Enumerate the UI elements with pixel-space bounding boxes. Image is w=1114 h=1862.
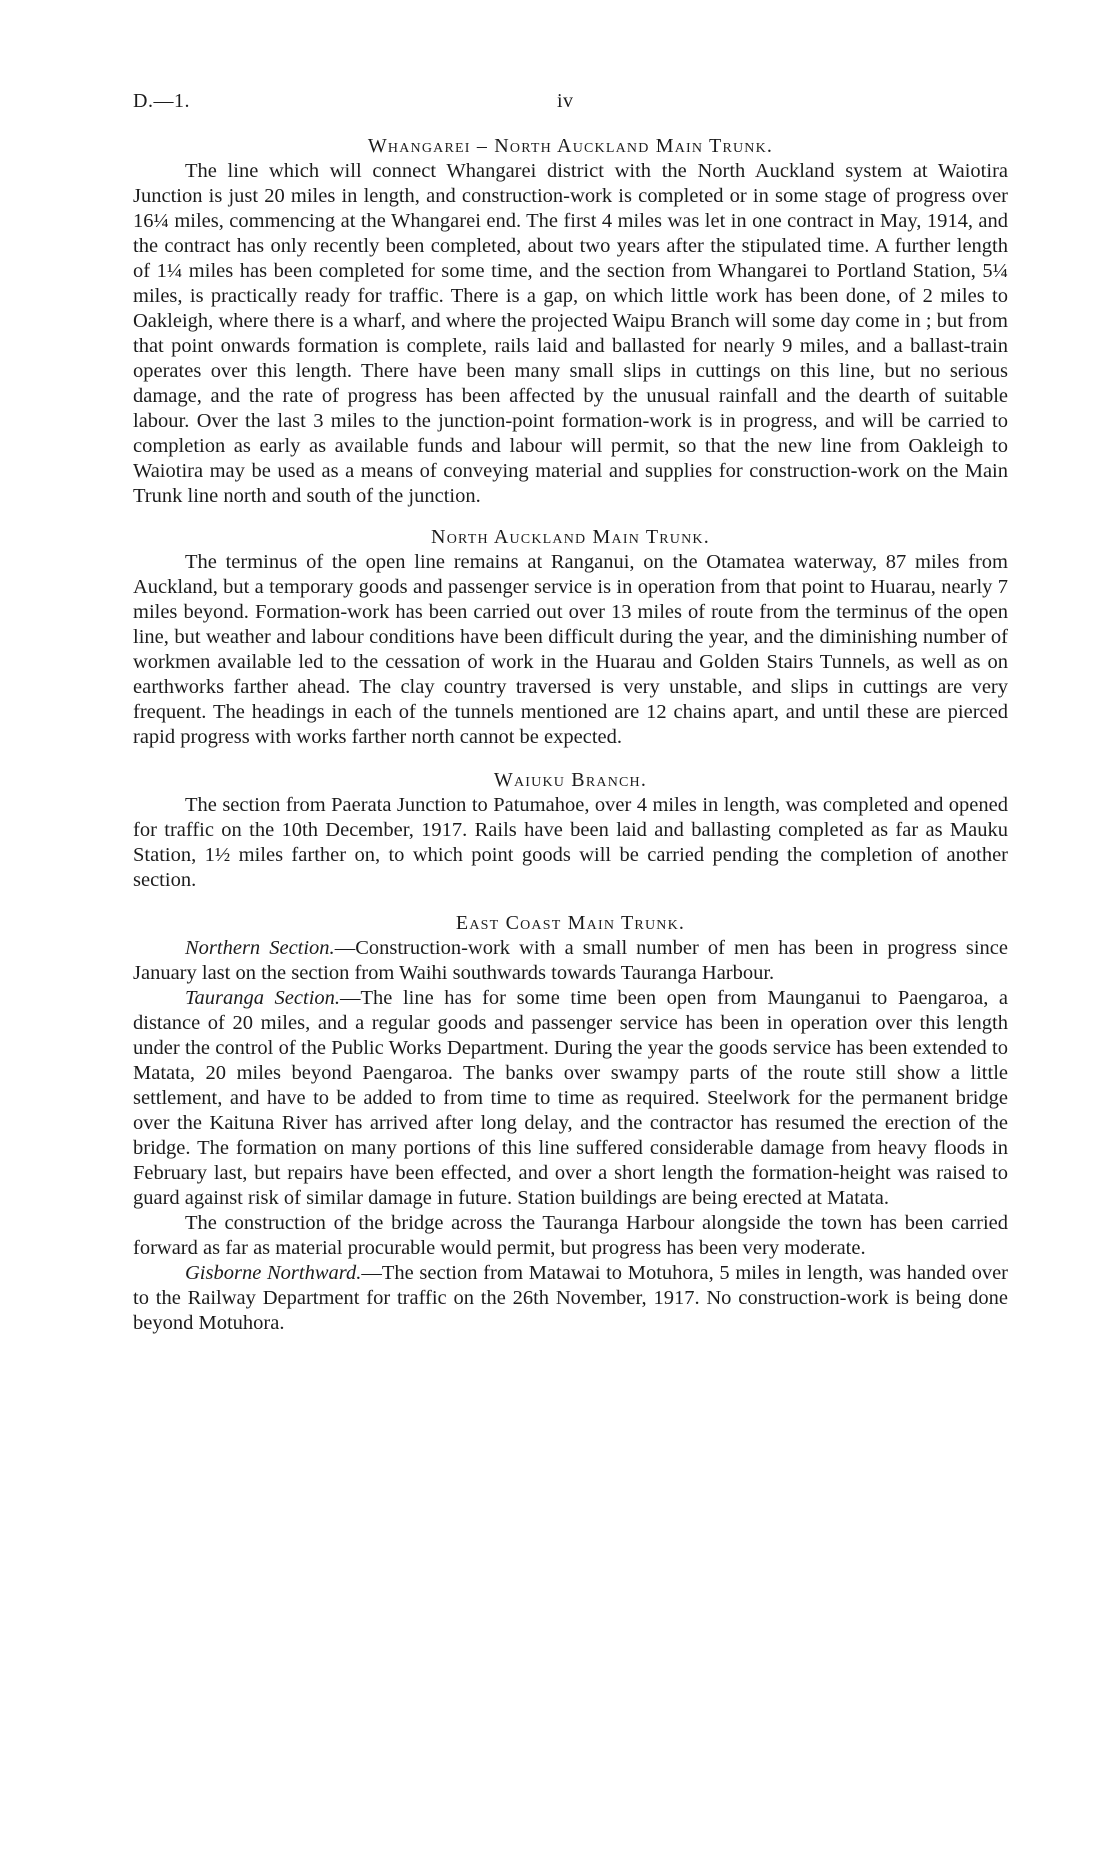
paragraph-tauranga-bridge: The construction of the bridge across the Tauranga Harbour alongside the town has been carried forward as far as material procurable would permit, but progress has been very moderate. [133,1212,1008,1259]
subheading-northern-section: Northern Section. [185,937,335,959]
page-number: iv [557,90,574,112]
paragraph-gisborne-northward-text: —The section from Matawai to Motuhora, 5 miles in length, was handed over to the Railway Department for traffic on the 26th November, 1917. No construction-work is being done beyond Motuhora. [133,1262,1008,1334]
paragraph-tauranga-section [133,986,1008,1211]
paragraph-north-auckland: The terminus of the open line remains at Ranganui, on the Otamatea waterway, 87 miles from Auckland, but a temporary goods and passenger service is in operation from that point to Huarau, nearly 7 miles beyond. Formation-work has been carried out over 13 miles of route from the terminus of the open line, but weather and labour conditions have been difficult during the year, and the diminishing number of workmen available led to the cessation of work in the Huarau and Golden Stairs Tunnels, as well as on earthworks farther ahead. The clay country traversed is very unstable, and slips in cuttings are very frequent. The headings in each of the tunnels mentioned are 12 chains apart, and until these are pierced rapid progress with works farther north cannot be expected. [133,551,1008,748]
paragraph-whangarei: The line which will connect Whangarei district with the North Auckland system at Waiotira Junction is just 20 miles in length, and construction-work is completed or in some stage of progress over 16¼ miles, commencing at the Whangarei end. The first 4 miles was let in one contract in May, 1914, and the contract has only recently been completed, about two years after the stipulated time. A further length of 1¼ miles has been completed for some time, and the section from Whangarei to Portland Station, 5¼ miles, is practically ready for traffic. There is a gap, on which little work has been done, of 2 miles to Oakleigh, where there is a wharf, and where the projected Waipu Branch will some day come in ; but from that point onwards formation is complete, rails laid and ballasted for nearly 9 miles, and a ballast-train operates over this length. There have been many small slips in cuttings on this line, but no serious damage, and the rate of progress has been affected by the unusual rainfall and the dearth of suitable labour. Over the last 3 miles to the junction-point formation-work is in progress, and will be carried to completion as early as available funds and labour will permit, so that the new line from Oakleigh to Waiotira may be used as a means of conveying material and supplies for construction-work on the Main Trunk line north and south of the junction. [133,160,1008,507]
section-heading-whangarei: Whangarei – North Auckland Main Trunk. [367,135,774,157]
paragraph-waiuku: The section from Paerata Junction to Patumahoe, over 4 miles in length, was completed and opened for traffic on the 10th December, 1917. Rails have been laid and ballasting completed as far as Mauku Station, 1½ miles farther on, to which point goods will be carried pending the completion of another section. [133,794,1008,891]
paragraph-gisborne-northward [133,1261,1008,1336]
document-reference: D.—1. [133,90,190,112]
section-heading-east-coast: East Coast Main Trunk. [455,912,686,934]
section-heading-waiuku: Waiuku Branch. [493,769,648,791]
subheading-tauranga-section: Tauranga Section. [185,987,341,1009]
subheading-gisborne-northward: Gisborne Northward. [185,1262,362,1284]
section-heading-north-auckland: North Auckland Main Trunk. [431,526,710,548]
paragraph-northern-section [133,936,1008,986]
paragraph-northern-section-text: —Construction-work with a small number of men has been in progress since January last on the section from Waihi southwards towards Tauranga Harbour. [133,937,1009,984]
paragraph-tauranga-section-text: —The line has for some time been open from Maunganui to Paengaroa, a distance of 20 miles, and a regular goods and passenger service has been in operation over this length under the control of the Public Works Department. During the year the goods service has been extended to Matata, 20 miles beyond Paengaroa. The banks over swampy parts of the route still show a little settlement, and have to be added to from time to time as required. Steelwork for the permanent bridge over the Kaituna River has arrived after long delay, and the contractor has resumed the erection of the bridge. The formation on many portions of this line suffered considerable damage from heavy floods in February last, but repairs have been effected, and over a short length the formation-height was raised to guard against risk of similar damage in future. Station buildings are being erected at Matata. [133,987,1008,1209]
page-body [133,134,1008,1336]
